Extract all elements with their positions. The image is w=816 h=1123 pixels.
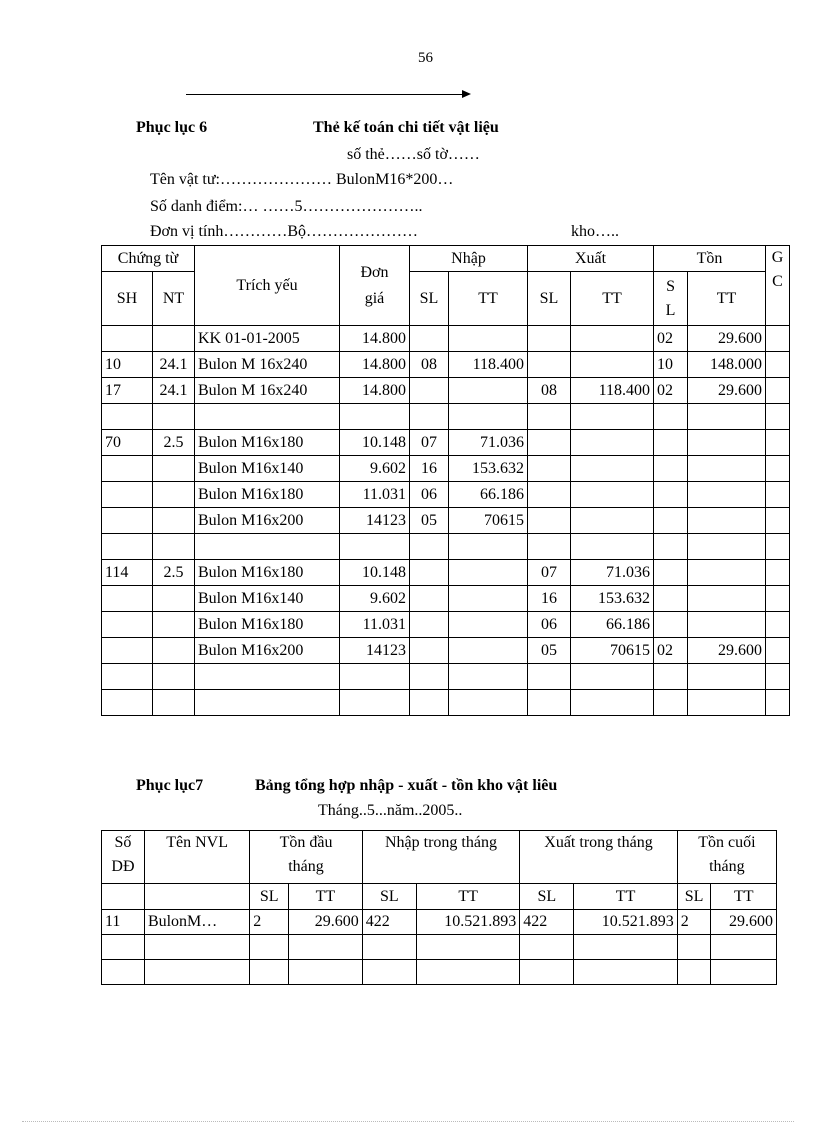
summary-cell-out-tt — [574, 935, 677, 960]
ledger-cell-in-tt — [449, 612, 528, 638]
material-ledger-table — [101, 245, 790, 716]
header-closing-line1: Tồn cuối — [698, 834, 756, 851]
summary-rows — [102, 910, 777, 985]
ledger-cell-stock-sl — [654, 612, 688, 638]
header-name: Tên NVL — [144, 831, 249, 884]
header-out-month: Xuất trong tháng — [520, 831, 677, 884]
ledger-cell-note — [766, 508, 790, 534]
header-name-cont — [144, 884, 249, 910]
ledger-cell-out-sl: 05 — [528, 638, 571, 664]
ledger-row — [102, 326, 790, 352]
summary-cell-in-tt — [416, 935, 519, 960]
summary-cell-in-tt — [416, 960, 519, 985]
ledger-cell-nt — [153, 456, 195, 482]
ledger-cell-note — [766, 534, 790, 560]
ledger-cell-in-tt — [449, 586, 528, 612]
header-in-month-sl: SL — [362, 884, 416, 910]
ledger-cell-nt — [153, 586, 195, 612]
summary-cell-closing-sl — [677, 935, 711, 960]
summary-cell-code — [102, 960, 145, 985]
ledger-cell-note — [766, 664, 790, 690]
summary-row — [102, 960, 777, 985]
ledger-cell-in-sl — [410, 664, 449, 690]
ledger-cell-sh — [102, 508, 153, 534]
ledger-cell-sh — [102, 482, 153, 508]
ledger-cell-price: 11.031 — [340, 482, 410, 508]
ledger-cell-summary: Bulon M 16x240 — [195, 378, 340, 404]
ledger-cell-in-sl — [410, 612, 449, 638]
summary-cell-out-sl: 422 — [520, 910, 574, 935]
summary-cell-out-tt — [574, 960, 677, 985]
ledger-cell-out-sl — [528, 508, 571, 534]
ledger-cell-note — [766, 690, 790, 716]
ledger-cell-out-tt: 71.036 — [571, 560, 654, 586]
ledger-cell-summary: Bulon M16x180 — [195, 430, 340, 456]
ledger-cell-stock-tt — [688, 508, 766, 534]
header-out-tt: TT — [571, 272, 654, 326]
ledger-cell-sh — [102, 534, 153, 560]
header-code-cont — [102, 884, 145, 910]
ledger-cell-in-tt — [449, 534, 528, 560]
summary-cell-opening-sl: 2 — [250, 910, 289, 935]
ledger-cell-summary — [195, 664, 340, 690]
ledger-cell-sh: 70 — [102, 430, 153, 456]
ledger-row — [102, 430, 790, 456]
ledger-cell-out-sl: 07 — [528, 560, 571, 586]
appendix6-label: Phục lục 6 — [136, 119, 208, 136]
ledger-cell-out-tt — [571, 404, 654, 430]
ledger-cell-stock-tt — [688, 404, 766, 430]
ledger-cell-stock-tt — [688, 690, 766, 716]
ledger-cell-summary — [195, 404, 340, 430]
ledger-cell-summary: KK 01-01-2005 — [195, 326, 340, 352]
ledger-cell-stock-tt: 29.600 — [688, 326, 766, 352]
header-sh: SH — [102, 272, 153, 326]
ledger-cell-summary: Bulon M16x140 — [195, 586, 340, 612]
ledger-cell-stock-tt: 29.600 — [688, 378, 766, 404]
ledger-cell-note — [766, 586, 790, 612]
header-out-month-sl: SL — [520, 884, 574, 910]
header-in-month-tt: TT — [416, 884, 519, 910]
ledger-cell-out-tt — [571, 326, 654, 352]
ledger-cell-in-tt — [449, 560, 528, 586]
ledger-cell-stock-sl — [654, 534, 688, 560]
header-price — [340, 246, 410, 326]
ledger-cell-nt — [153, 326, 195, 352]
ledger-cell-stock-sl — [654, 690, 688, 716]
ledger-row — [102, 508, 790, 534]
ledger-cell-price — [340, 534, 410, 560]
header-in: Nhập — [410, 246, 528, 272]
summary-cell-in-tt: 10.521.893 — [416, 910, 519, 935]
ledger-cell-out-tt — [571, 534, 654, 560]
ledger-cell-stock-tt — [688, 586, 766, 612]
summary-table — [101, 830, 777, 985]
ledger-cell-summary: Bulon M16x200 — [195, 508, 340, 534]
ledger-cell-nt — [153, 404, 195, 430]
ledger-cell-price — [340, 664, 410, 690]
ledger-cell-stock-tt — [688, 534, 766, 560]
ledger-cell-summary — [195, 534, 340, 560]
ledger-cell-out-tt — [571, 482, 654, 508]
ledger-cell-stock-sl — [654, 430, 688, 456]
ledger-cell-in-sl — [410, 560, 449, 586]
header-note-line2: C — [772, 273, 783, 290]
ledger-cell-note — [766, 612, 790, 638]
summary-cell-out-sl — [520, 935, 574, 960]
material-line: Tên vật tư:………………… BulonM16*200… — [150, 171, 454, 188]
ledger-cell-out-sl — [528, 326, 571, 352]
ledger-cell-price — [340, 404, 410, 430]
ledger-cell-out-tt: 118.400 — [571, 378, 654, 404]
ledger-row — [102, 352, 790, 378]
header-note-line1: G — [771, 249, 784, 266]
ledger-cell-nt: 24.1 — [153, 378, 195, 404]
summary-cell-out-sl — [520, 960, 574, 985]
ledger-cell-sh: 17 — [102, 378, 153, 404]
ledger-cell-sh — [102, 612, 153, 638]
ledger-cell-stock-tt — [688, 612, 766, 638]
unit-line: Đơn vị tính…………Bộ………………… — [150, 223, 419, 240]
ledger-cell-stock-sl: 02 — [654, 378, 688, 404]
header-opening — [250, 831, 362, 884]
ledger-cell-in-tt — [449, 664, 528, 690]
summary-cell-closing-sl — [677, 960, 711, 985]
header-stock-tt: TT — [688, 272, 766, 326]
summary-cell-opening-tt: 29.600 — [289, 910, 363, 935]
ledger-cell-in-tt: 70615 — [449, 508, 528, 534]
ledger-cell-stock-sl — [654, 664, 688, 690]
ledger-cell-in-tt — [449, 404, 528, 430]
ledger-cell-price: 14.800 — [340, 378, 410, 404]
ledger-cell-out-tt — [571, 664, 654, 690]
ledger-row — [102, 482, 790, 508]
page-bottom-divider — [22, 1121, 794, 1122]
summary-cell-name — [144, 935, 249, 960]
warehouse-line: kho….. — [571, 223, 619, 240]
summary-cell-closing-sl: 2 — [677, 910, 711, 935]
ledger-cell-nt — [153, 508, 195, 534]
ledger-cell-price: 9.602 — [340, 456, 410, 482]
ledger-cell-price: 14.800 — [340, 352, 410, 378]
summary-cell-in-sl — [362, 935, 416, 960]
ledger-cell-out-sl — [528, 404, 571, 430]
ledger-cell-nt — [153, 612, 195, 638]
header-in-tt: TT — [449, 272, 528, 326]
header-stock: Tồn — [654, 246, 766, 272]
ledger-cell-out-sl — [528, 430, 571, 456]
ledger-cell-note — [766, 638, 790, 664]
summary-cell-opening-tt — [289, 935, 363, 960]
ledger-rows — [102, 326, 790, 716]
ledger-cell-stock-tt: 148.000 — [688, 352, 766, 378]
page-number: 56 — [418, 50, 433, 66]
header-in-sl: SL — [410, 272, 449, 326]
summary-row — [102, 910, 777, 935]
summary-row — [102, 935, 777, 960]
ledger-cell-out-sl: 08 — [528, 378, 571, 404]
header-closing-tt: TT — [711, 884, 777, 910]
summary-cell-code — [102, 935, 145, 960]
header-out-month-tt: TT — [574, 884, 677, 910]
header-code-line1: Số — [114, 834, 132, 851]
ledger-cell-stock-sl: 10 — [654, 352, 688, 378]
ledger-cell-stock-sl: 02 — [654, 638, 688, 664]
ledger-cell-out-sl — [528, 456, 571, 482]
summary-cell-in-sl: 422 — [362, 910, 416, 935]
ledger-cell-out-sl — [528, 690, 571, 716]
ledger-cell-out-tt — [571, 508, 654, 534]
ledger-row — [102, 586, 790, 612]
summary-cell-code: 11 — [102, 910, 145, 935]
ledger-cell-in-tt: 118.400 — [449, 352, 528, 378]
ledger-cell-note — [766, 404, 790, 430]
ledger-cell-summary: Bulon M16x180 — [195, 482, 340, 508]
ledger-row — [102, 404, 790, 430]
ledger-cell-note — [766, 378, 790, 404]
ledger-cell-summary: Bulon M16x180 — [195, 560, 340, 586]
ledger-cell-in-sl — [410, 534, 449, 560]
ledger-cell-in-sl — [410, 638, 449, 664]
ledger-cell-in-sl: 06 — [410, 482, 449, 508]
ledger-cell-price: 14123 — [340, 508, 410, 534]
header-out-sl: SL — [528, 272, 571, 326]
ledger-cell-in-tt — [449, 378, 528, 404]
ledger-cell-price: 10.148 — [340, 430, 410, 456]
header-out: Xuất — [528, 246, 654, 272]
summary-cell-opening-sl — [250, 935, 289, 960]
ledger-cell-out-sl — [528, 352, 571, 378]
appendix6-title: Thẻ kế toán chi tiết vật liệu — [313, 119, 499, 136]
ledger-cell-summary: Bulon M 16x240 — [195, 352, 340, 378]
ledger-cell-price: 11.031 — [340, 612, 410, 638]
header-stock-s: S — [666, 277, 675, 295]
ledger-cell-summary: Bulon M16x180 — [195, 612, 340, 638]
ledger-cell-note — [766, 560, 790, 586]
header-voucher: Chứng từ — [102, 246, 195, 272]
ledger-cell-in-sl: 07 — [410, 430, 449, 456]
ledger-cell-out-tt — [571, 456, 654, 482]
ledger-cell-price: 14.800 — [340, 326, 410, 352]
ledger-cell-in-sl — [410, 378, 449, 404]
ledger-row — [102, 664, 790, 690]
ledger-cell-sh — [102, 664, 153, 690]
ledger-cell-out-sl — [528, 664, 571, 690]
ledger-cell-in-sl — [410, 326, 449, 352]
header-nt: NT — [153, 272, 195, 326]
ledger-cell-out-tt: 66.186 — [571, 612, 654, 638]
ledger-cell-in-sl: 16 — [410, 456, 449, 482]
ledger-cell-nt — [153, 534, 195, 560]
ledger-cell-price: 10.148 — [340, 560, 410, 586]
ledger-cell-nt — [153, 482, 195, 508]
ledger-cell-stock-tt — [688, 560, 766, 586]
ledger-cell-summary: Bulon M16x200 — [195, 638, 340, 664]
summary-cell-name — [144, 960, 249, 985]
ledger-cell-sh — [102, 456, 153, 482]
ledger-row — [102, 612, 790, 638]
summary-cell-closing-tt: 29.600 — [711, 910, 777, 935]
ledger-cell-stock-sl — [654, 508, 688, 534]
ledger-cell-out-sl: 16 — [528, 586, 571, 612]
ledger-cell-stock-tt: 29.600 — [688, 638, 766, 664]
ledger-cell-sh — [102, 404, 153, 430]
ledger-cell-out-tt — [571, 430, 654, 456]
summary-cell-out-tt: 10.521.893 — [574, 910, 677, 935]
ledger-cell-nt — [153, 638, 195, 664]
ledger-cell-note — [766, 430, 790, 456]
ledger-cell-sh — [102, 586, 153, 612]
ledger-cell-summary — [195, 690, 340, 716]
ledger-cell-in-tt — [449, 326, 528, 352]
ledger-cell-in-tt: 153.632 — [449, 456, 528, 482]
ledger-cell-price: 14123 — [340, 638, 410, 664]
header-code — [102, 831, 145, 884]
ledger-cell-in-tt — [449, 690, 528, 716]
ledger-cell-stock-sl — [654, 586, 688, 612]
summary-cell-closing-tt — [711, 960, 777, 985]
ledger-cell-note — [766, 326, 790, 352]
ledger-cell-stock-tt — [688, 456, 766, 482]
header-in-month: Nhập trong tháng — [362, 831, 519, 884]
summary-cell-closing-tt — [711, 935, 777, 960]
header-stock-l: L — [665, 301, 676, 319]
header-price-line2: giá — [364, 289, 385, 307]
ledger-cell-out-tt: 70615 — [571, 638, 654, 664]
ledger-row — [102, 534, 790, 560]
header-stock-sl — [654, 272, 688, 326]
header-opening-sl: SL — [250, 884, 289, 910]
arrow-head-icon — [462, 90, 471, 98]
ledger-cell-in-sl — [410, 586, 449, 612]
ledger-cell-stock-tt — [688, 430, 766, 456]
ledger-cell-out-sl — [528, 534, 571, 560]
ledger-cell-sh — [102, 690, 153, 716]
ledger-cell-out-sl — [528, 482, 571, 508]
ledger-cell-price — [340, 690, 410, 716]
header-summary: Trích yếu — [195, 246, 340, 326]
summary-cell-opening-sl — [250, 960, 289, 985]
ledger-cell-nt — [153, 690, 195, 716]
ledger-cell-note — [766, 482, 790, 508]
ledger-cell-note — [766, 456, 790, 482]
header-opening-tt: TT — [289, 884, 363, 910]
ledger-cell-stock-sl — [654, 456, 688, 482]
ledger-cell-sh — [102, 638, 153, 664]
summary-cell-opening-tt — [289, 960, 363, 985]
appendix7-label: Phục lục7 — [136, 777, 204, 794]
ledger-cell-stock-tt — [688, 482, 766, 508]
ledger-cell-sh: 10 — [102, 352, 153, 378]
header-closing-sl: SL — [677, 884, 711, 910]
arrow-line — [186, 94, 468, 95]
ledger-cell-summary: Bulon M16x140 — [195, 456, 340, 482]
header-opening-line2: tháng — [288, 858, 324, 875]
ledger-cell-stock-sl — [654, 560, 688, 586]
ledger-cell-in-sl — [410, 690, 449, 716]
ledger-cell-out-tt — [571, 690, 654, 716]
ledger-row — [102, 456, 790, 482]
ledger-cell-stock-sl — [654, 404, 688, 430]
ledger-cell-in-tt: 71.036 — [449, 430, 528, 456]
ledger-row — [102, 690, 790, 716]
ledger-cell-in-tt — [449, 638, 528, 664]
header-note — [766, 246, 790, 326]
ledger-cell-in-sl: 08 — [410, 352, 449, 378]
ledger-cell-nt: 24.1 — [153, 352, 195, 378]
ledger-cell-sh: 114 — [102, 560, 153, 586]
ledger-cell-in-sl: 05 — [410, 508, 449, 534]
ledger-row — [102, 378, 790, 404]
card-line: số thẻ……số tờ…… — [347, 146, 480, 163]
ledger-cell-nt — [153, 664, 195, 690]
summary-cell-name: BulonM… — [144, 910, 249, 935]
appendix7-title: Bảng tổng hợp nhập - xuất - tồn kho vật liêu — [255, 777, 558, 794]
ledger-cell-stock-sl — [654, 482, 688, 508]
header-opening-line1: Tồn đầu — [279, 834, 333, 851]
ledger-cell-note — [766, 352, 790, 378]
ledger-cell-in-tt: 66.186 — [449, 482, 528, 508]
ledger-cell-stock-sl: 02 — [654, 326, 688, 352]
ledger-cell-out-tt: 153.632 — [571, 586, 654, 612]
ledger-cell-in-sl — [410, 404, 449, 430]
ledger-cell-out-sl: 06 — [528, 612, 571, 638]
header-price-line1: Đơn — [360, 263, 389, 281]
header-code-line2: DĐ — [111, 858, 135, 875]
header-closing-line2: tháng — [709, 858, 745, 875]
ledger-row — [102, 638, 790, 664]
ledger-cell-price: 9.602 — [340, 586, 410, 612]
ledger-cell-nt: 2.5 — [153, 430, 195, 456]
header-closing — [677, 831, 776, 884]
ledger-cell-sh — [102, 326, 153, 352]
appendix7-period: Tháng..5...năm..2005.. — [318, 802, 463, 819]
summary-cell-in-sl — [362, 960, 416, 985]
code-line: Số danh điểm:… ……5………………….. — [150, 198, 423, 215]
ledger-row — [102, 560, 790, 586]
ledger-cell-stock-tt — [688, 664, 766, 690]
ledger-cell-nt: 2.5 — [153, 560, 195, 586]
ledger-cell-out-tt — [571, 352, 654, 378]
